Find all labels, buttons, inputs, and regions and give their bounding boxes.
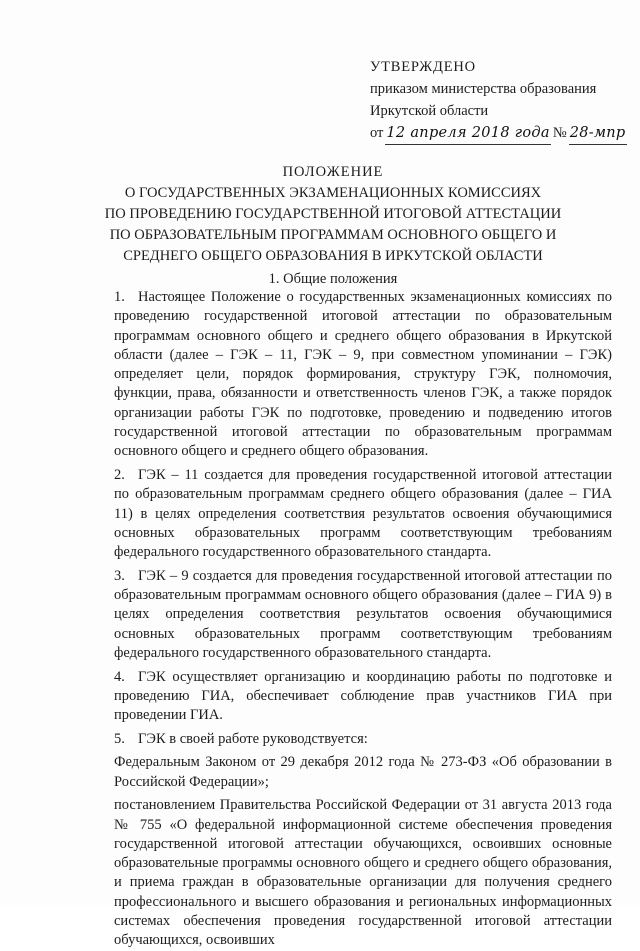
- handwritten-number: 28-мпр: [569, 122, 627, 145]
- sub-item-paragraph: постановлением Правительства Российской Федерации от 31 августа 2013 года № 755 «О федеральной информационной системе обеспечения проведения государственной итоговой аттестации обучающихся, освоивших основные образовательные программы основного общего и среднего общего образования, и приема граждан в образовательные организации для получения среднего профессионального и высшего образования и региональных информационных системах обеспечения проведения государственной итоговой аттестации обучающихся, освоивших: [114, 797, 612, 949]
- document-body: [90, 288, 612, 951]
- document-title: [72, 162, 594, 267]
- paragraph-text: ГЭК в своей работе руководствуется:: [138, 730, 368, 747]
- numbered-paragraph: [90, 567, 612, 663]
- approval-block: [370, 56, 632, 145]
- paragraph-number: 1.: [114, 289, 125, 305]
- handwritten-date: 12 апреля 2018 года: [385, 122, 550, 145]
- title-line: О ГОСУДАРСТВЕННЫХ ЭКЗАМЕНАЦИОННЫХ КОМИССИЯХ: [124, 185, 542, 201]
- paragraph-number: 3.: [114, 567, 125, 584]
- title-line: СРЕДНЕГО ОБЩЕГО ОБРАЗОВАНИЯ В ИРКУТСКОЙ ОБЛАСТИ: [123, 248, 543, 264]
- paragraph-number: 4.: [114, 668, 125, 685]
- numbered-paragraph: [90, 668, 612, 726]
- title-line: ПОЛОЖЕНИЕ: [282, 164, 384, 180]
- section-heading: 1. Общие положения: [268, 271, 398, 287]
- sub-item-paragraph: Федеральным Законом от 29 декабря 2012 года № 273-ФЗ «Об образовании в Российской Федерации»;: [114, 754, 612, 790]
- paragraph-text: Настоящее Положение о государственных экзаменационных комиссиях по проведению государственной итоговой аттестации по образовательным программам основного общего и среднего общего образования в Иркутской области (далее – ГЭК – 11, ГЭК – 9, при совместном упоминании – ГЭК) определяет цели, порядок формирования, структуру ГЭК, полномочия, функции, права, обязанности и ответственность членов ГЭК, а также порядок организации работы ГЭК по подготовке, проведению и подведению итогов государственной итоговой аттестации по образовательным программам основного общего и среднего общего образования.: [114, 289, 612, 460]
- paragraph-text: ГЭК осуществляет организацию и координацию работы по подготовке и проведению ГИА, обеспечивает соблюдение прав участников ГИА при проведении ГИА.: [114, 668, 612, 724]
- numbered-paragraph: [90, 466, 612, 562]
- paragraph-text: ГЭК – 11 создается для проведения государственной итоговой аттестации по образовательным программам среднего общего образования (далее – ГИА 11) в целях определения соответствия результатов освоения обучающимися основных образовательных программ соответствующим требованиям федерального государственного образовательного стандарта.: [114, 466, 612, 561]
- paragraph-number: 5.: [114, 730, 125, 747]
- approval-line-2: Иркутской области: [370, 103, 489, 119]
- title-line: ПО ОБРАЗОВАТЕЛЬНЫМ ПРОГРАММАМ ОСНОВНОГО ОБЩЕГО И: [109, 227, 557, 243]
- number-prefix: №: [552, 125, 567, 141]
- approval-line-1: приказом министерства образования: [370, 81, 597, 97]
- title-line: ПО ПРОВЕДЕНИЮ ГОСУДАРСТВЕННОЙ ИТОГОВОЙ АТТЕСТАЦИИ: [104, 206, 562, 222]
- paragraph-number: 2.: [114, 466, 125, 483]
- paragraph-text: ГЭК – 9 создается для проведения государственной итоговой аттестации по образовательным программам основного общего образования (далее – ГИА 9) в целях определения соответствия результатов освоения обучающимися основных образовательных программ соответствующим требованиям федерального государственного образовательного стандарта.: [114, 567, 612, 661]
- date-prefix: от: [370, 125, 384, 141]
- approval-heading: УТВЕРЖДЕНО: [370, 59, 476, 75]
- approval-date-line: [370, 122, 632, 145]
- numbered-paragraph: [90, 288, 612, 462]
- numbered-paragraph: [90, 730, 612, 749]
